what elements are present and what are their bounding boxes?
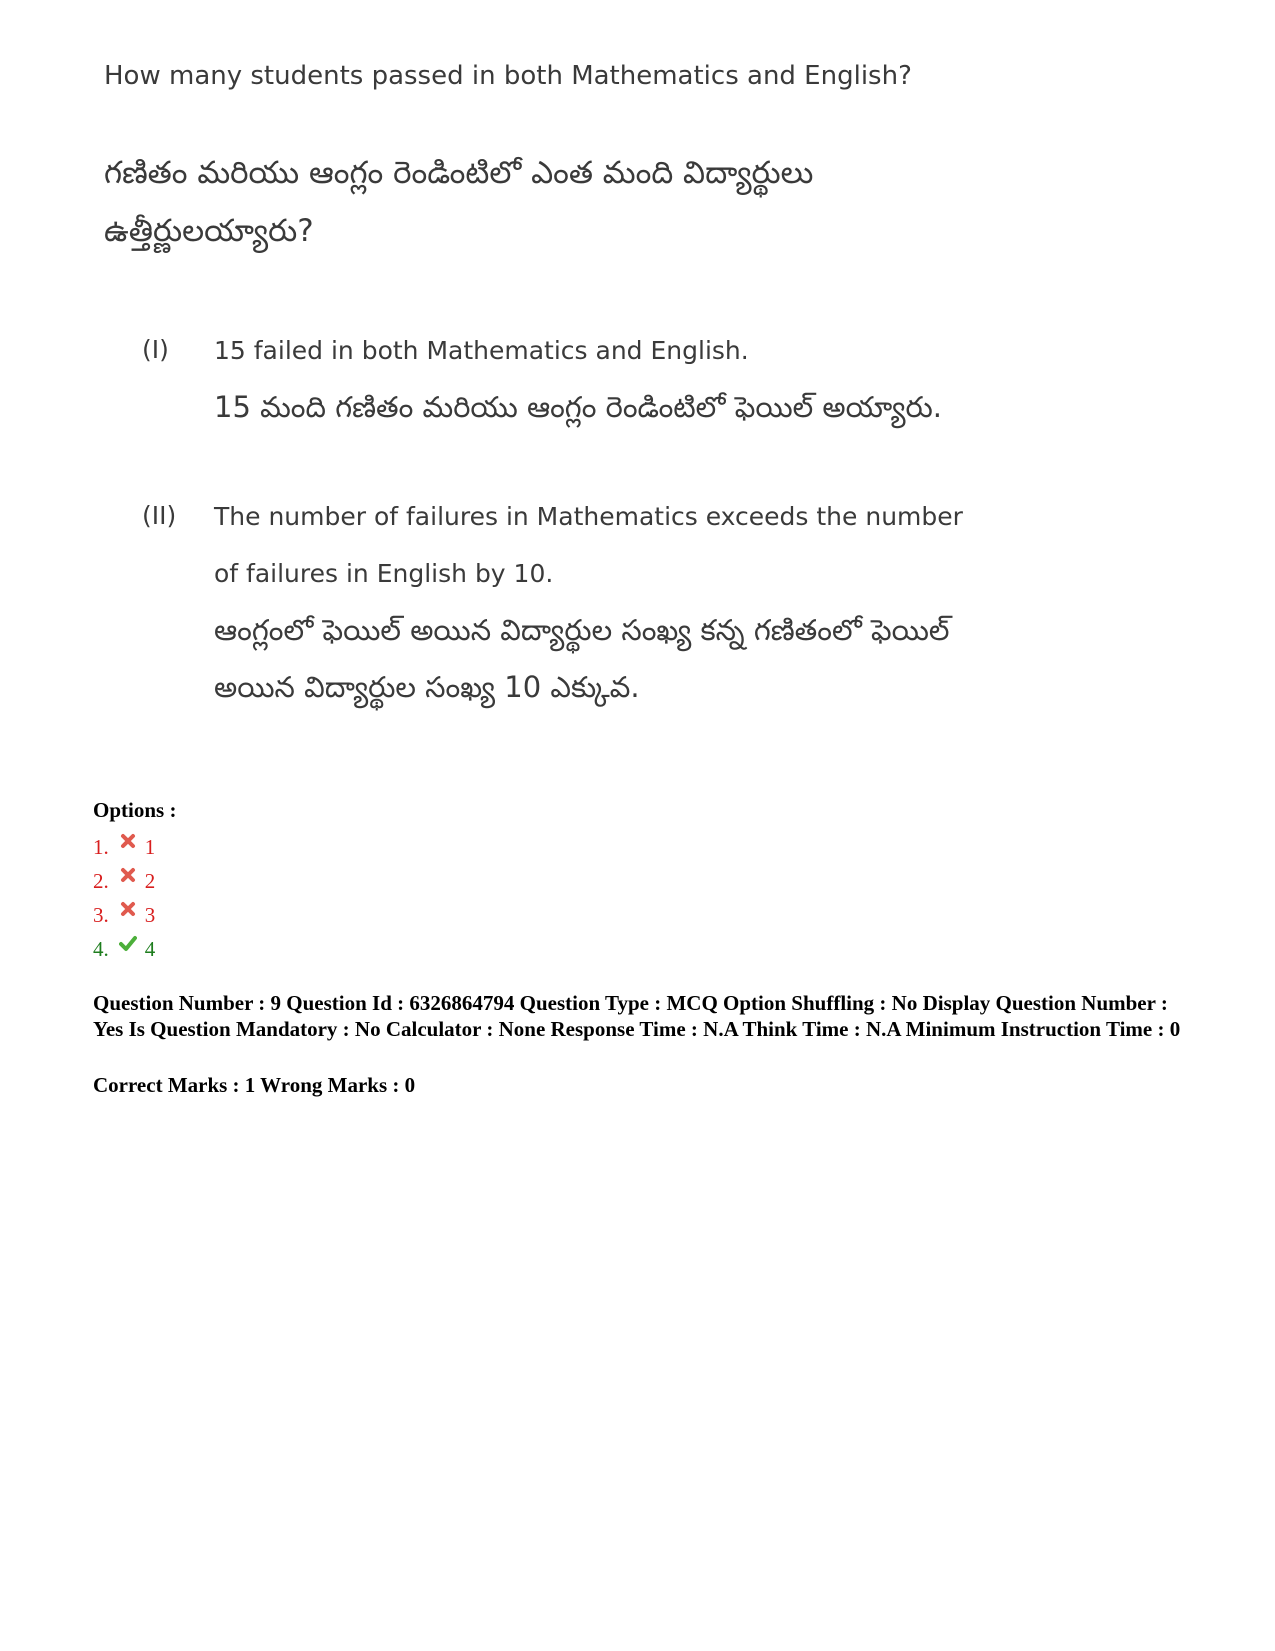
- option-2: [93, 864, 155, 898]
- question-text-english: How many students passed in both Mathematics and English?: [104, 61, 912, 91]
- statement-2: [142, 488, 1034, 716]
- option-text: 2: [144, 869, 156, 893]
- question-image: [104, 58, 1034, 716]
- options-list: [93, 830, 155, 966]
- statement-text-english: The number of failures in Mathematics exceeds the number of failures in English by 10.: [214, 502, 963, 588]
- statement-text-telugu: 15 మంది గణితం మరియు ఆంగ్లం రెండింటిలో ఫెయిల్ అయ్యారు.: [214, 390, 942, 424]
- option-4: [93, 932, 155, 966]
- question-details: Question Number : 9 Question Id : 6326864794 Question Type : MCQ Option Shuffling : No Display Question Number : Yes Is Question Mandatory : No Calculator : None Response Time : N.A Think Time : N.A Minimum Instruction Time : 0: [93, 991, 1181, 1041]
- option-number: 3.: [93, 903, 109, 927]
- statement-number: (I): [142, 335, 169, 364]
- option-number: 4.: [93, 937, 109, 961]
- question-marks: Correct Marks : 1 Wrong Marks : 0: [93, 1073, 416, 1097]
- statement-text-telugu: ఆంగ్లంలో ఫెయిల్ అయిన విద్యార్థుల సంఖ్య కన్న గణితంలో ఫెయిల్ అయిన విద్యార్థుల సంఖ్య 10 ఎక్కువ.: [214, 613, 950, 704]
- option-3: [93, 898, 155, 932]
- check-icon: [119, 934, 137, 952]
- question-text-telugu: గణితం మరియు ఆంగ్లం రెండింటిలో ఎంత మంది విద్యార్థులు ఉత్తీర్ణులయ్యారు?: [104, 155, 814, 249]
- options-label: Options :: [93, 798, 177, 822]
- cross-icon: [119, 832, 137, 850]
- option-1: [93, 830, 155, 864]
- statement-1: [142, 322, 1034, 436]
- option-text: 4: [144, 937, 156, 961]
- option-text: 3: [144, 903, 156, 927]
- statement-number: (II): [142, 501, 177, 530]
- statement-text-english: 15 failed in both Mathematics and English.: [214, 336, 749, 365]
- option-number: 2.: [93, 869, 109, 893]
- cross-icon: [119, 900, 137, 918]
- option-text: 1: [144, 835, 156, 859]
- cross-icon: [119, 866, 137, 884]
- option-number: 1.: [93, 835, 109, 859]
